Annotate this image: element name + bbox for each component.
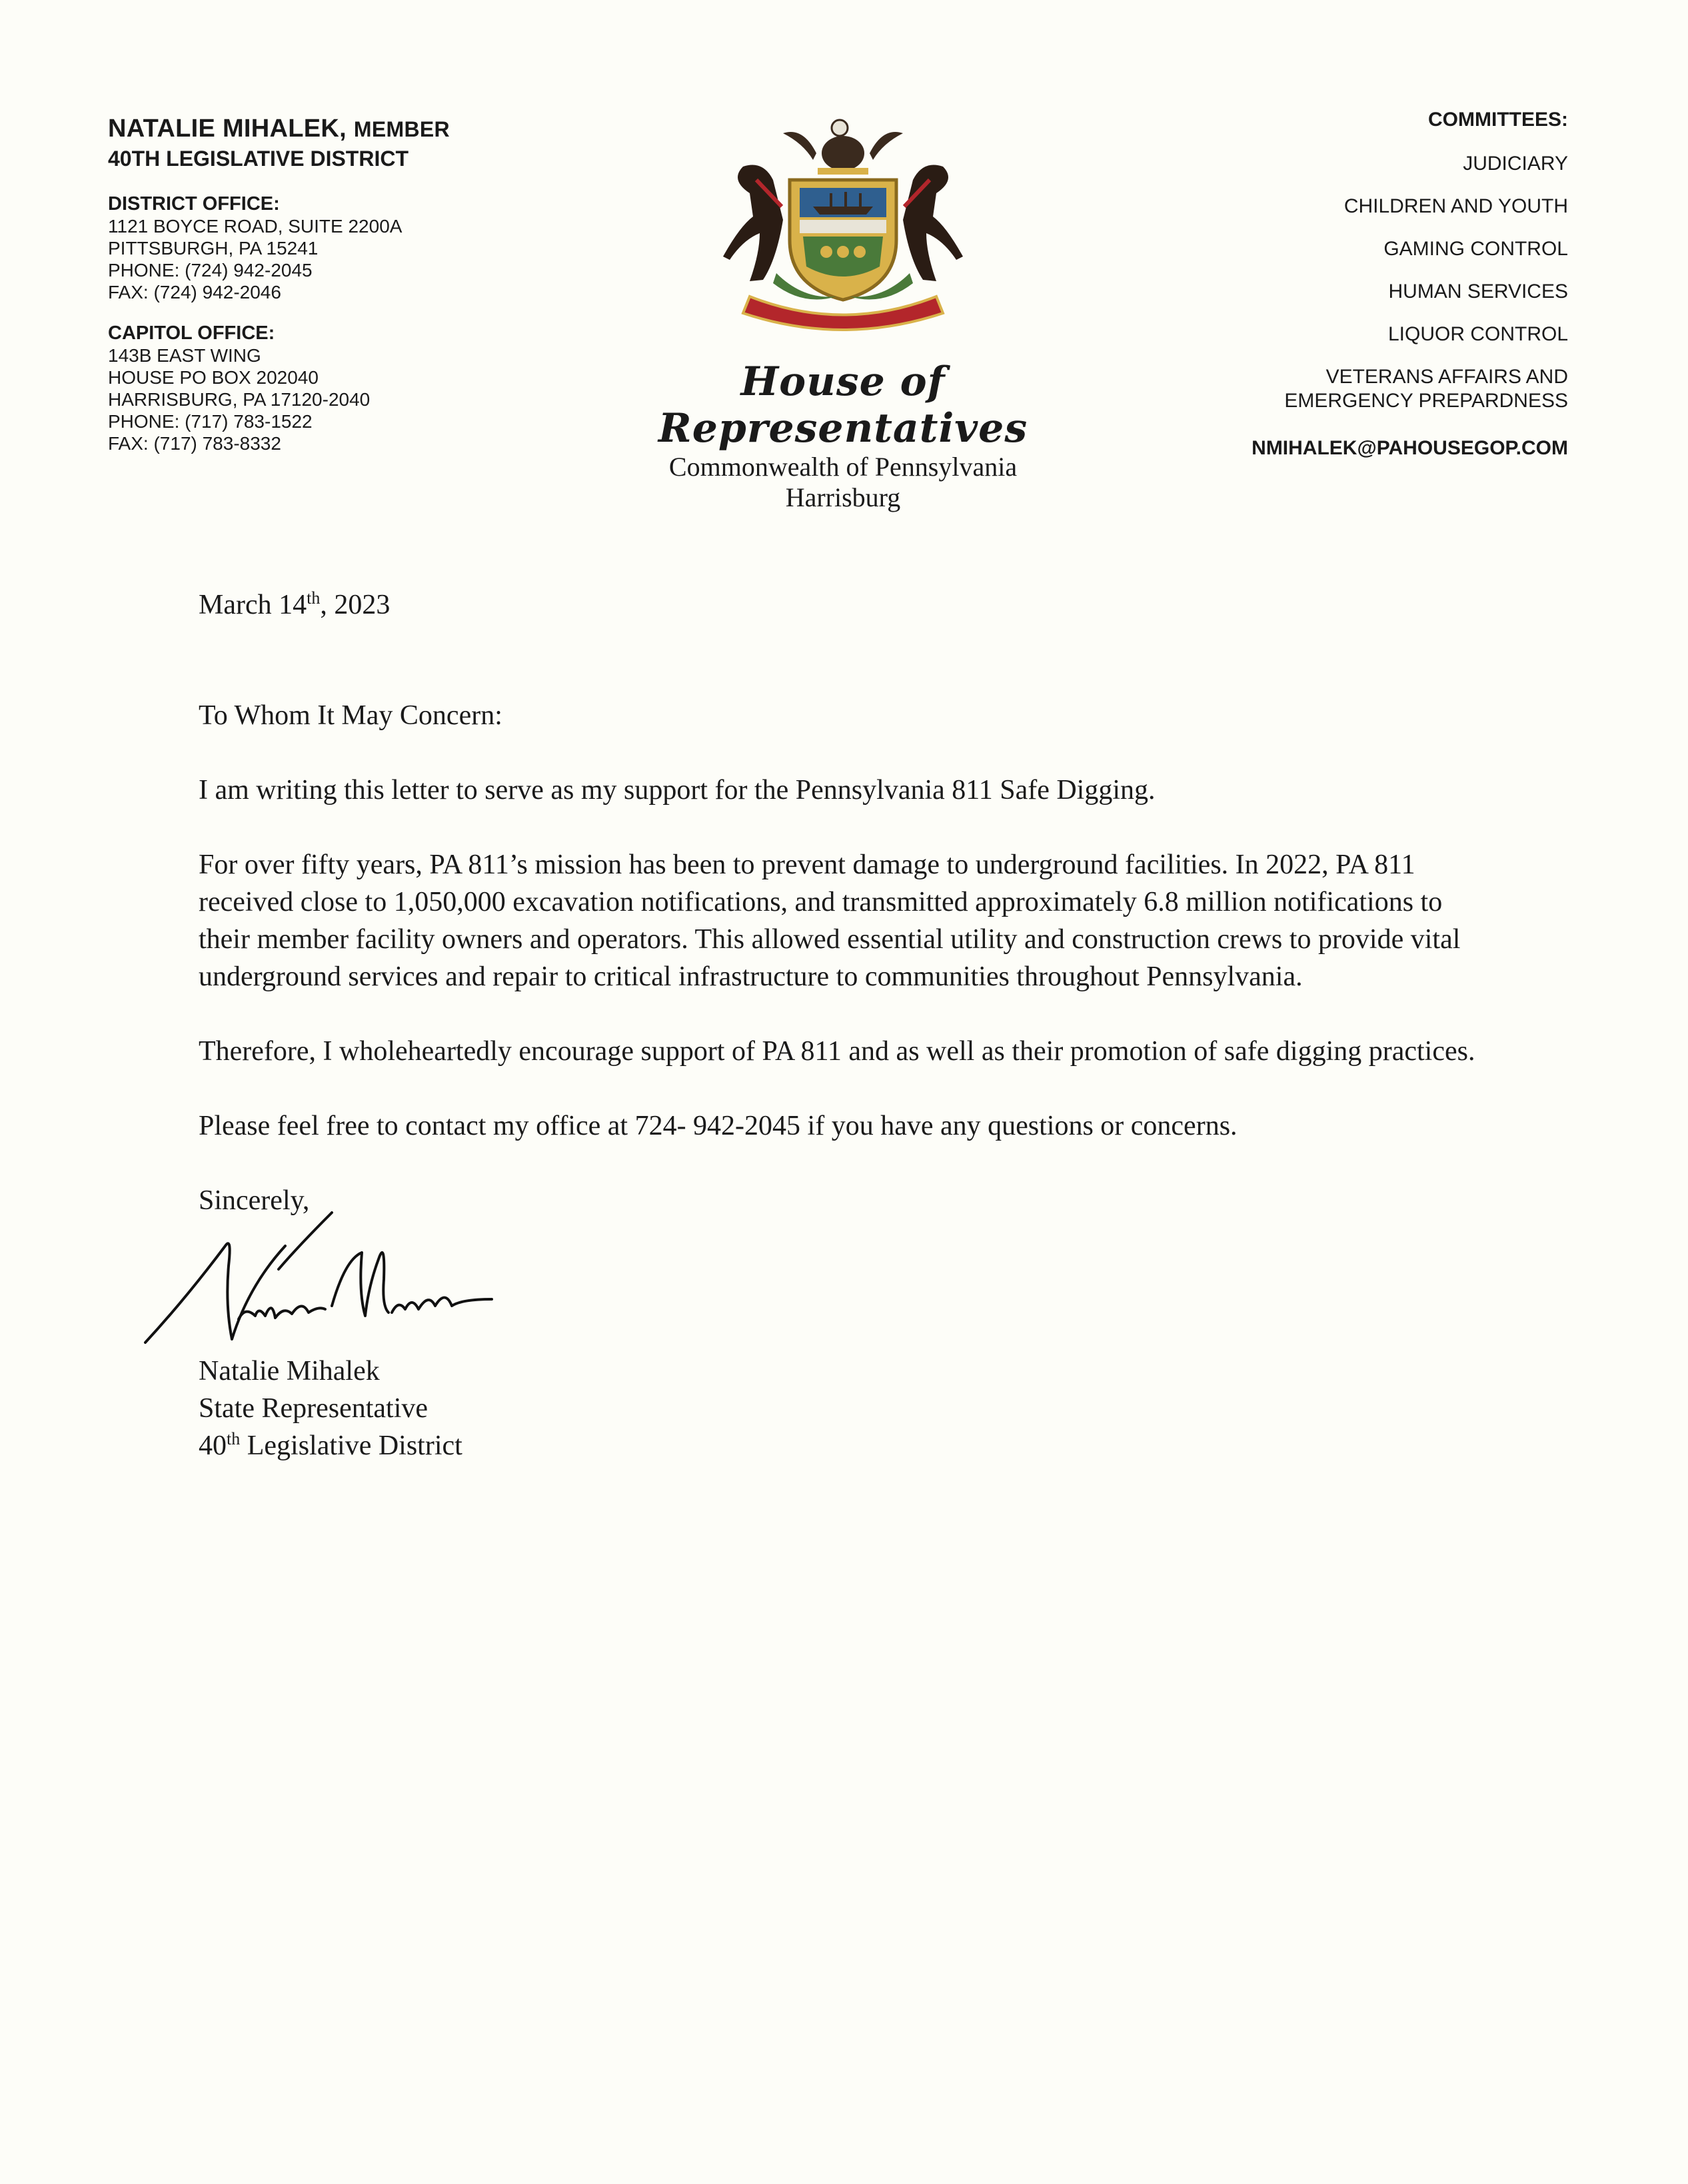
legislative-district: 40TH LEGISLATIVE DISTRICT (108, 147, 409, 171)
capitol-office-line: 143B EAST WING (108, 345, 261, 366)
salutation: To Whom It May Concern: (199, 700, 502, 731)
closing: Sincerely, (199, 1185, 310, 1216)
email-address: NMIHALEK@PAHOUSEGOP.COM (1252, 437, 1568, 459)
city-line: Harrisburg (785, 482, 901, 512)
committee-item: LIQUOR CONTROL (1387, 323, 1568, 345)
capitol-office (108, 322, 574, 454)
signer-name: Natalie Mihalek (199, 1356, 380, 1386)
signature-block (199, 1353, 1498, 1464)
committees-list (1102, 107, 1568, 460)
member-name: NATALIE MIHALEK, MEMBER (108, 115, 450, 143)
capitol-office-heading: CAPITOL OFFICE: (108, 322, 275, 344)
signer-title: State Representative (199, 1393, 428, 1424)
committee-item: EMERGENCY PREPARDNESS (1284, 390, 1568, 412)
district-office-line: FAX: (724) 942-2046 (108, 282, 281, 302)
district-office-line: PITTSBURGH, PA 15241 (108, 238, 319, 259)
committee-item: CHILDREN AND YOUTH (1343, 195, 1568, 217)
letter-date: March 14th, 2023 (199, 588, 391, 620)
committees-heading: COMMITTEES: (1428, 109, 1568, 131)
committee-item: VETERANS AFFAIRS AND (1325, 366, 1568, 388)
commonwealth-line: Commonwealth of Pennsylvania (668, 452, 1018, 482)
capitol-office-line: PHONE: (717) 783-1522 (108, 411, 313, 432)
house-of-representatives-title: House of Representatives (658, 358, 1028, 452)
district-office (108, 193, 574, 303)
paragraph: Please feel free to contact my office at 724- 942-2045 if you have any questions or concerns. (199, 1111, 1238, 1141)
member-info (108, 113, 574, 473)
letter-body (199, 586, 1498, 1464)
committee-item: JUDICIARY (1463, 153, 1568, 175)
committee-item: GAMING CONTROL (1383, 238, 1568, 260)
paragraph: Therefore, I wholeheartedly encourage support of PA 811 and as well as their promotion of safe digging practices. (199, 1036, 1475, 1067)
member-role: MEMBER (353, 117, 450, 141)
capitol-office-line: HARRISBURG, PA 17120-2040 (108, 389, 371, 410)
letterhead-center (573, 107, 1113, 513)
capitol-office-line: FAX: (717) 783-8332 (108, 433, 281, 454)
district-office-heading: DISTRICT OFFICE: (108, 193, 280, 215)
committee-item: HUMAN SERVICES (1388, 280, 1568, 302)
pennsylvania-coat-of-arms-icon (703, 107, 983, 333)
paragraph: For over fifty years, PA 811’s mission has been to prevent damage to underground facilities. In 2022, PA 811 received close to 1,050,000 excavation notifications, and transmitted approximately 6.8 million notifications to their member facility owners and operators. This allowed essential utility and construction crews to provide vital underground services and repair to critical infrastructure to communities throughout Pennsylvania. (199, 849, 1461, 992)
paragraph: I am writing this letter to serve as my support for the Pennsylvania 811 Safe Digging. (199, 775, 1156, 806)
district-office-line: PHONE: (724) 942-2045 (108, 260, 313, 280)
signer-district: 40th Legislative District (199, 1429, 462, 1461)
handwritten-signature (132, 1206, 558, 1359)
district-office-line: 1121 BOYCE ROAD, SUITE 2200A (108, 216, 403, 237)
capitol-office-line: HOUSE PO BOX 202040 (108, 367, 319, 388)
